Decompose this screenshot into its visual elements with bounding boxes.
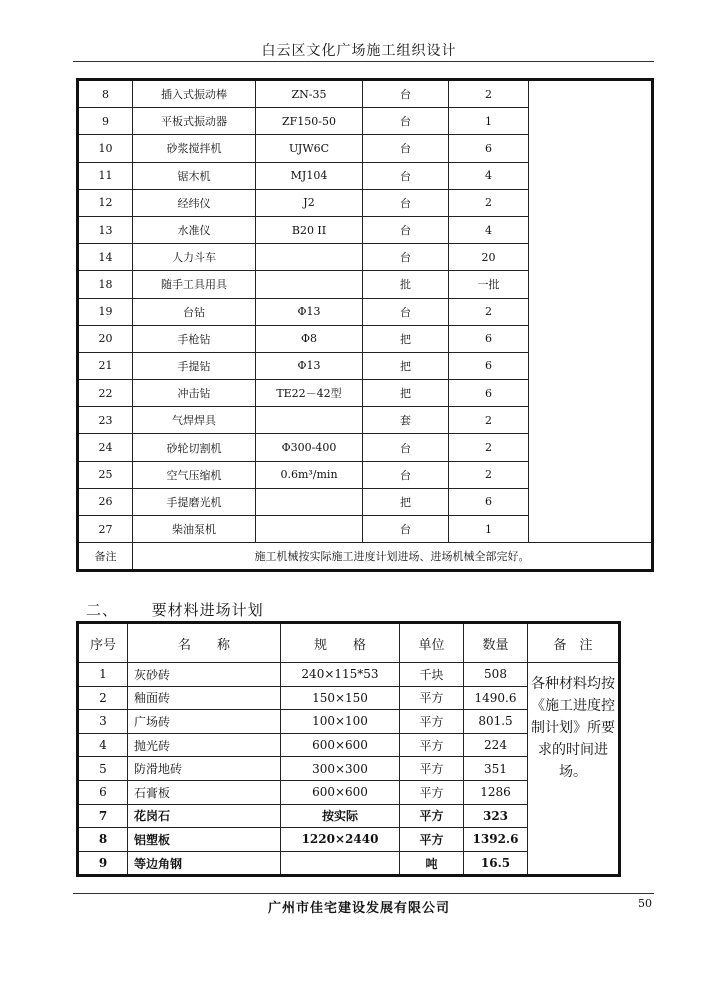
material-spec-cell: 150×150 (281, 686, 400, 710)
equipment-model-cell: ZN-35 (256, 80, 363, 108)
equipment-model-cell: Φ8 (256, 325, 363, 352)
material-name-cell: 广场砖 (128, 710, 281, 734)
equipment-remark-label: 备注 (78, 543, 133, 571)
equipment-unit-cell: 台 (363, 216, 449, 243)
equipment-qty-cell: 一批 (449, 271, 529, 298)
equipment-name-cell: 手提钻 (133, 352, 256, 379)
equipment-qty-cell: 2 (449, 461, 529, 488)
equipment-name-cell: 气焊焊具 (133, 407, 256, 434)
material-no-cell: 2 (78, 686, 128, 710)
equipment-unit-cell: 台 (363, 135, 449, 162)
equipment-name-cell: 手提磨光机 (133, 488, 256, 515)
equipment-empty-remark-cell (529, 216, 653, 243)
table-row (78, 135, 653, 162)
equipment-no-cell: 19 (78, 298, 133, 325)
equipment-unit-cell: 台 (363, 162, 449, 189)
equipment-empty-remark-cell (529, 271, 653, 298)
table-row (78, 352, 653, 379)
header-no: 序号 (78, 623, 128, 663)
header-spec: 规 格 (281, 623, 400, 663)
material-name-cell: 灰砂砖 (128, 663, 281, 687)
header-note: 备 注 (528, 623, 620, 663)
material-spec-cell: 600×600 (281, 780, 400, 804)
material-name-cell: 釉面砖 (128, 686, 281, 710)
material-qty-cell: 323 (464, 804, 528, 828)
table-row (78, 189, 653, 216)
table-row (78, 271, 653, 298)
equipment-empty-remark-cell (529, 434, 653, 461)
table-row (78, 80, 653, 108)
equipment-remark-row (78, 543, 653, 571)
header-qty: 数量 (464, 623, 528, 663)
material-name-cell: 石膏板 (128, 780, 281, 804)
table-row (78, 244, 653, 271)
equipment-name-cell: 台钻 (133, 298, 256, 325)
table-row (78, 162, 653, 189)
footer-rule (73, 893, 654, 894)
materials-header-row (78, 623, 620, 663)
header-unit: 单位 (400, 623, 464, 663)
equipment-no-cell: 20 (78, 325, 133, 352)
equipment-no-cell: 21 (78, 352, 133, 379)
material-no-cell: 1 (78, 663, 128, 687)
table-row (78, 461, 653, 488)
equipment-model-cell: Φ300-400 (256, 434, 363, 461)
table-row (78, 380, 653, 407)
equipment-unit-cell: 台 (363, 244, 449, 271)
equipment-no-cell: 8 (78, 80, 133, 108)
materials-table (76, 621, 621, 877)
table-row (78, 108, 653, 135)
equipment-empty-remark-cell (529, 244, 653, 271)
equipment-name-cell: 插入式振动棒 (133, 80, 256, 108)
equipment-unit-cell: 台 (363, 434, 449, 461)
material-no-cell: 9 (78, 851, 128, 876)
material-spec-cell (281, 851, 400, 876)
table-row (78, 407, 653, 434)
material-unit-cell: 平方 (400, 686, 464, 710)
material-qty-cell: 224 (464, 733, 528, 757)
equipment-remark-text: 施工机械按实际施工进度计划进场、进场机械全部完好。 (133, 543, 653, 571)
equipment-unit-cell: 台 (363, 516, 449, 543)
equipment-empty-remark-cell (529, 80, 653, 108)
equipment-no-cell: 9 (78, 108, 133, 135)
equipment-no-cell: 22 (78, 380, 133, 407)
table-row (78, 298, 653, 325)
material-no-cell: 5 (78, 757, 128, 781)
equipment-name-cell: 手枪钻 (133, 325, 256, 352)
material-name-cell: 等边角钢 (128, 851, 281, 876)
material-no-cell: 4 (78, 733, 128, 757)
equipment-model-cell: ZF150-50 (256, 108, 363, 135)
material-qty-cell: 1286 (464, 780, 528, 804)
equipment-model-cell: B20 II (256, 216, 363, 243)
equipment-qty-cell: 1 (449, 516, 529, 543)
equipment-qty-cell: 6 (449, 488, 529, 515)
material-name-cell: 铝塑板 (128, 828, 281, 852)
equipment-name-cell: 砂轮切割机 (133, 434, 256, 461)
footer-company: 广州市佳宅建设发展有限公司 (267, 901, 450, 916)
equipment-unit-cell: 把 (363, 380, 449, 407)
equipment-empty-remark-cell (529, 380, 653, 407)
table-row (78, 516, 653, 543)
material-no-cell: 6 (78, 780, 128, 804)
equipment-unit-cell: 把 (363, 352, 449, 379)
equipment-no-cell: 24 (78, 434, 133, 461)
equipment-model-cell: 0.6m³/min (256, 461, 363, 488)
equipment-unit-cell: 台 (363, 189, 449, 216)
material-no-cell: 7 (78, 804, 128, 828)
section-heading (86, 599, 264, 620)
material-unit-cell: 平方 (400, 733, 464, 757)
table-row (78, 325, 653, 352)
material-qty-cell: 801.5 (464, 710, 528, 734)
material-spec-cell: 100×100 (281, 710, 400, 734)
equipment-no-cell: 11 (78, 162, 133, 189)
section-title: 要材料进场计划 (151, 601, 264, 619)
equipment-name-cell: 水准仪 (133, 216, 256, 243)
equipment-unit-cell: 批 (363, 271, 449, 298)
equipment-model-cell: UJW6C (256, 135, 363, 162)
equipment-no-cell: 26 (78, 488, 133, 515)
materials-note-cell: 各种材料均按《施工进度控制计划》所要求的时间进场。 (528, 663, 620, 876)
material-unit-cell: 平方 (400, 757, 464, 781)
equipment-empty-remark-cell (529, 162, 653, 189)
equipment-qty-cell: 6 (449, 135, 529, 162)
equipment-no-cell: 12 (78, 189, 133, 216)
equipment-model-cell: Φ13 (256, 352, 363, 379)
material-unit-cell: 吨 (400, 851, 464, 876)
equipment-qty-cell: 2 (449, 189, 529, 216)
equipment-qty-cell: 4 (449, 216, 529, 243)
material-qty-cell: 1392.6 (464, 828, 528, 852)
equipment-no-cell: 23 (78, 407, 133, 434)
table-row (78, 488, 653, 515)
equipment-qty-cell: 2 (449, 80, 529, 108)
equipment-no-cell: 18 (78, 271, 133, 298)
equipment-name-cell: 冲击钻 (133, 380, 256, 407)
material-spec-cell: 300×300 (281, 757, 400, 781)
equipment-model-cell (256, 488, 363, 515)
equipment-model-cell (256, 407, 363, 434)
equipment-no-cell: 25 (78, 461, 133, 488)
table-row (78, 663, 620, 687)
material-unit-cell: 平方 (400, 804, 464, 828)
equipment-model-cell: MJ104 (256, 162, 363, 189)
equipment-empty-remark-cell (529, 189, 653, 216)
equipment-empty-remark-cell (529, 298, 653, 325)
page-header-title: 白云区文化广场施工组织设计 (261, 43, 457, 59)
equipment-no-cell: 14 (78, 244, 133, 271)
equipment-unit-cell: 套 (363, 407, 449, 434)
equipment-empty-remark-cell (529, 488, 653, 515)
table-row (78, 216, 653, 243)
equipment-table (76, 78, 654, 572)
table-row (78, 434, 653, 461)
material-name-cell: 防滑地砖 (128, 757, 281, 781)
equipment-empty-remark-cell (529, 135, 653, 162)
equipment-model-cell (256, 271, 363, 298)
equipment-empty-remark-cell (529, 461, 653, 488)
material-qty-cell: 508 (464, 663, 528, 687)
equipment-qty-cell: 20 (449, 244, 529, 271)
equipment-unit-cell: 台 (363, 298, 449, 325)
material-unit-cell: 千块 (400, 663, 464, 687)
equipment-model-cell (256, 516, 363, 543)
materials-table-body (78, 663, 620, 876)
equipment-empty-remark-cell (529, 352, 653, 379)
material-spec-cell: 240×115*53 (281, 663, 400, 687)
equipment-qty-cell: 6 (449, 352, 529, 379)
equipment-qty-cell: 4 (449, 162, 529, 189)
header-name: 名 称 (128, 623, 281, 663)
equipment-no-cell: 10 (78, 135, 133, 162)
material-qty-cell: 1490.6 (464, 686, 528, 710)
header-rule (73, 61, 654, 62)
equipment-model-cell: J2 (256, 189, 363, 216)
equipment-name-cell: 空气压缩机 (133, 461, 256, 488)
equipment-model-cell: TE22－42型 (256, 380, 363, 407)
equipment-no-cell: 13 (78, 216, 133, 243)
equipment-qty-cell: 1 (449, 108, 529, 135)
equipment-empty-remark-cell (529, 516, 653, 543)
material-name-cell: 抛光砖 (128, 733, 281, 757)
equipment-empty-remark-cell (529, 108, 653, 135)
equipment-empty-remark-cell (529, 325, 653, 352)
equipment-unit-cell: 把 (363, 488, 449, 515)
equipment-qty-cell: 2 (449, 407, 529, 434)
material-spec-cell: 600×600 (281, 733, 400, 757)
equipment-model-cell: Φ13 (256, 298, 363, 325)
material-spec-cell: 1220×2440 (281, 828, 400, 852)
equipment-unit-cell: 台 (363, 80, 449, 108)
section-number: 二、 (86, 601, 119, 619)
equipment-unit-cell: 台 (363, 461, 449, 488)
equipment-model-cell (256, 244, 363, 271)
equipment-no-cell: 27 (78, 516, 133, 543)
equipment-table-body (78, 80, 653, 543)
equipment-name-cell: 平板式振动器 (133, 108, 256, 135)
material-unit-cell: 平方 (400, 780, 464, 804)
equipment-name-cell: 砂浆搅拌机 (133, 135, 256, 162)
material-spec-cell: 按实际 (281, 804, 400, 828)
equipment-name-cell: 锯木机 (133, 162, 256, 189)
material-no-cell: 3 (78, 710, 128, 734)
material-no-cell: 8 (78, 828, 128, 852)
equipment-name-cell: 经纬仪 (133, 189, 256, 216)
material-qty-cell: 351 (464, 757, 528, 781)
material-name-cell: 花岗石 (128, 804, 281, 828)
material-unit-cell: 平方 (400, 710, 464, 734)
page-number: 50 (638, 897, 652, 910)
material-qty-cell: 16.5 (464, 851, 528, 876)
material-unit-cell: 平方 (400, 828, 464, 852)
equipment-qty-cell: 6 (449, 325, 529, 352)
equipment-qty-cell: 2 (449, 434, 529, 461)
equipment-unit-cell: 把 (363, 325, 449, 352)
equipment-qty-cell: 2 (449, 298, 529, 325)
equipment-name-cell: 柴油泵机 (133, 516, 256, 543)
equipment-name-cell: 人力斗车 (133, 244, 256, 271)
equipment-qty-cell: 6 (449, 380, 529, 407)
equipment-empty-remark-cell (529, 407, 653, 434)
equipment-name-cell: 随手工具用具 (133, 271, 256, 298)
equipment-unit-cell: 台 (363, 108, 449, 135)
